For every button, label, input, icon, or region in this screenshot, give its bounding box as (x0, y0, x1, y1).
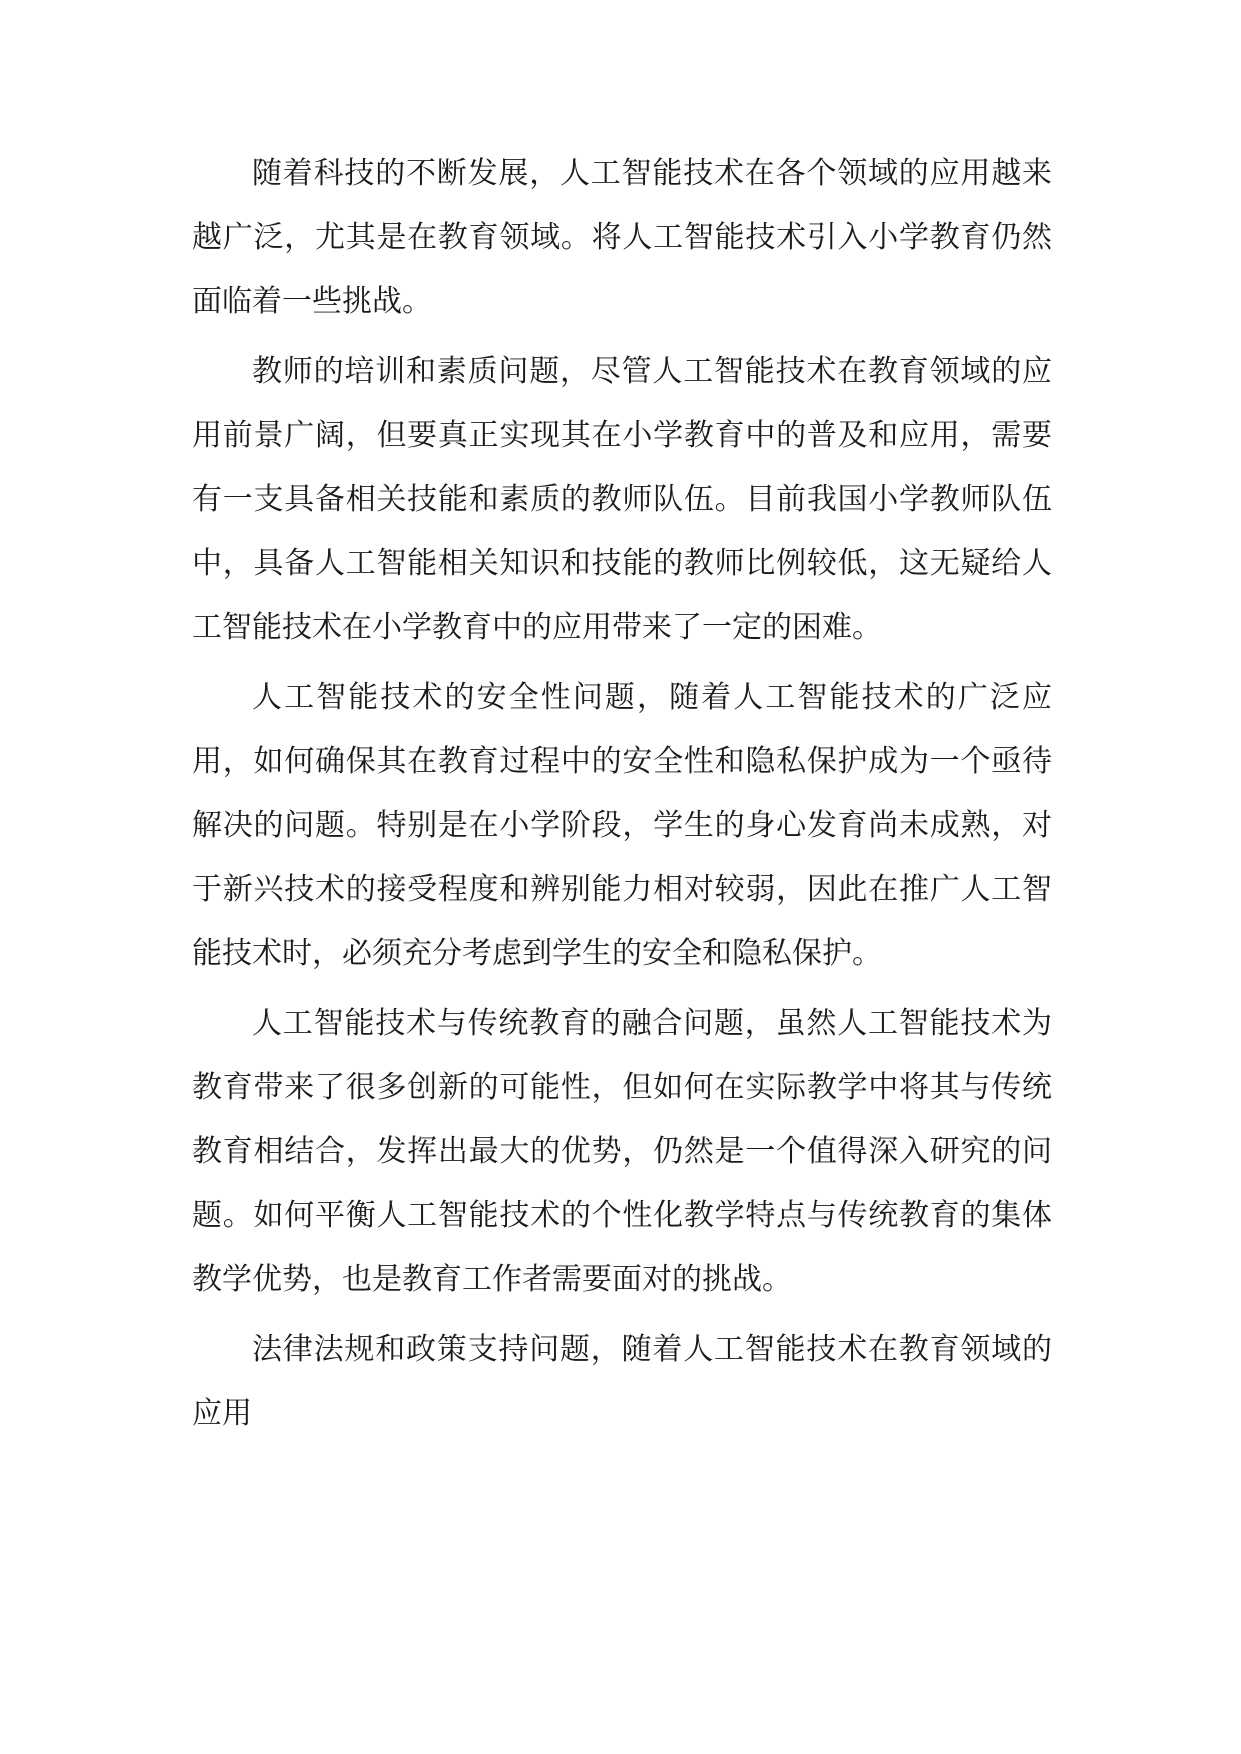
paragraph-legal: 法律法规和政策支持问题，随着人工智能技术在教育领域的应用 (192, 1332, 1052, 1431)
paragraph-teacher-training: 教师的培训和素质问题，尽管人工智能技术在教育领域的应用前景广阔，但要真正实现其在小学教育中的普及和应用，需要有一支具备相关技能和素质的教师队伍。目前我国小学教师队伍中，具备人工智能相关知识和技能的教师比例较低，这无疑给人工智能技术在小学教育中的应用带来了一定的困难。 (192, 354, 1052, 645)
paragraph-integration: 人工智能技术与传统教育的融合问题，虽然人工智能技术为教育带来了很多创新的可能性，但如何在实际教学中将其与传统教育相结合，发挥出最大的优势，仍然是一个值得深入研究的问题。如何平衡人工智能技术的个性化教学特点与传统教育的集体教学优势，也是教育工作者需要面对的挑战。 (192, 1006, 1052, 1297)
paragraph-intro: 随着科技的不断发展，人工智能技术在各个领域的应用越来越广泛，尤其是在教育领域。将人工智能技术引入小学教育仍然面临着一些挑战。 (192, 156, 1052, 319)
document-body (192, 142, 1052, 1452)
paragraph-safety: 人工智能技术的安全性问题，随着人工智能技术的广泛应用，如何确保其在教育过程中的安全性和隐私保护成为一个亟待解决的问题。特别是在小学阶段，学生的身心发育尚未成熟，对于新兴技术的接受程度和辨别能力相对较弱，因此在推广人工智能技术时，必须充分考虑到学生的安全和隐私保护。 (192, 680, 1052, 971)
